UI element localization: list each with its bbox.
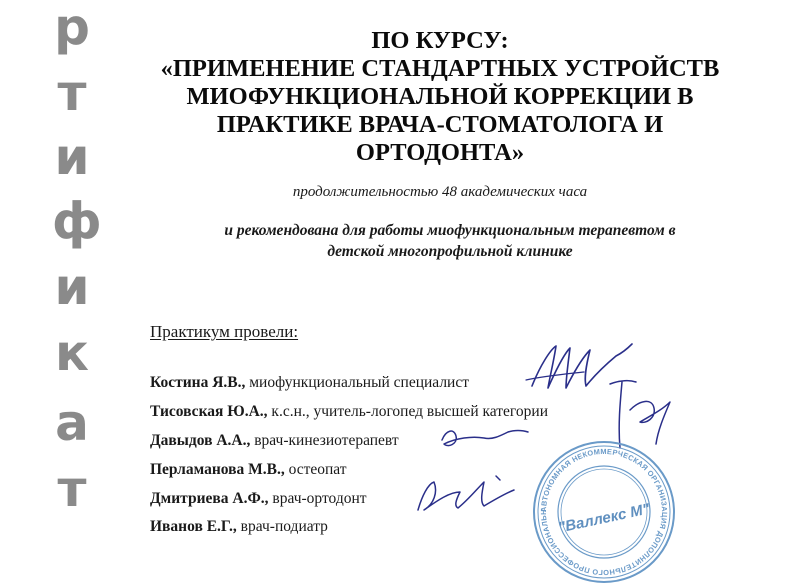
instructor-name: Перламанова М.В., — [150, 461, 285, 478]
side-letter: а — [55, 394, 89, 452]
instructor-role: врач-подиатр — [236, 518, 328, 535]
stamp-center-text: "Валлекс М" — [556, 500, 652, 537]
course-title-line: ПРАКТИКЕ ВРАЧА-СТОМАТОЛОГА И — [216, 111, 664, 138]
side-letter: р — [54, 0, 90, 56]
instructor-role: врач-кинезиотерапевт — [250, 432, 399, 449]
instructor-role: врач-ортодонт — [268, 490, 367, 507]
instructor-role: остеопат — [284, 461, 347, 478]
recommendation-line: и рекомендована для работы миофункциональным терапевтом в — [224, 222, 676, 239]
course-label: ПО КУРСУ: — [371, 27, 509, 54]
list-item — [150, 403, 548, 421]
instructor-name: Костина Я.В., — [150, 374, 246, 391]
side-letter: т — [57, 460, 87, 518]
course-title-line: «ПРИМЕНЕНИЕ СТАНДАРТНЫХ УСТРОЙСТВ — [160, 55, 720, 82]
instructor-name: Дмитриева А.Ф., — [150, 490, 269, 507]
instructor-name: Иванов Е.Г., — [150, 518, 237, 535]
signature-davydov — [432, 420, 532, 456]
course-title-line: МИОФУНКЦИОНАЛЬНОЙ КОРРЕКЦИИ В — [186, 83, 694, 110]
side-letter: и — [54, 258, 90, 316]
instructor-name: Тисовская Ю.А., — [150, 403, 268, 420]
instructor-name: Давыдов А.А., — [150, 432, 251, 449]
stamp-ring-text: АВТОНОМНАЯ НЕКОММЕРЧЕСКАЯ ОРГАНИЗАЦИЯ ДОПОЛНИТЕЛЬНОГО ПРОФЕССИОНАЛЬНОГО ОБРАЗОВАНИЯ · МОСКВА · — [526, 431, 670, 578]
list-item — [150, 374, 469, 392]
list-item — [150, 432, 399, 450]
side-letter: ф — [52, 192, 102, 250]
practicum-heading: Практикум провели: — [150, 322, 299, 341]
side-letter: и — [54, 128, 90, 186]
recommendation-line: детской многопрофильной клинике — [327, 243, 573, 260]
side-letter: т — [57, 64, 87, 122]
list-item — [150, 518, 328, 536]
instructor-role: к.с.н., учитель-логопед высшей категории — [267, 403, 548, 420]
instructor-role: миофункциональный специалист — [245, 374, 469, 391]
list-item — [150, 490, 367, 508]
side-letter: к — [55, 324, 89, 382]
signature-dmitrieva — [404, 470, 524, 520]
list-item — [150, 461, 347, 479]
course-duration: продолжительностью 48 академических часа — [292, 184, 588, 200]
course-title-line: ОРТОДОНТА» — [355, 139, 525, 166]
